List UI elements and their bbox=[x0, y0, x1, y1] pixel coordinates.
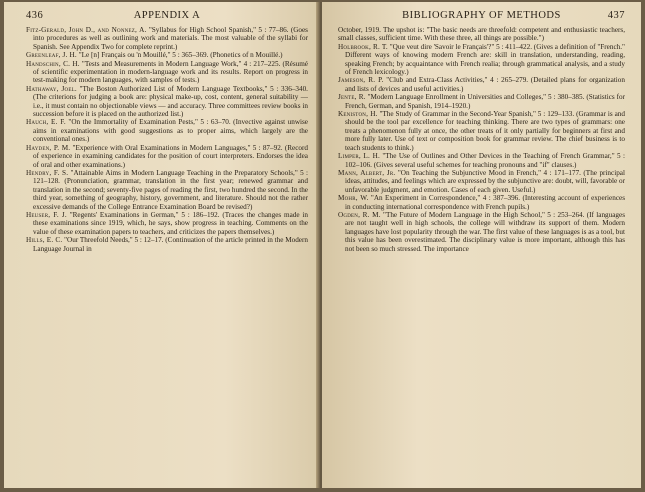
left-bibliography-list bbox=[26, 26, 308, 253]
bib-entry: Jente, R. "Modern Language Enrollment in Universities and Colleges," 5 : 380–385. (Statistics for French, German, and Spanish, 1914–1920.) bbox=[338, 93, 625, 110]
left-header-title: APPENDIX A bbox=[133, 10, 201, 21]
bib-entry: Hendry, F. S. "Attainable Aims in Modern Language Teaching in the Preparatory Schools," 5 : 121–128. (Pronunciation, grammar, translation in the first year; renewed grammar and translation in the second; seventy-five pages of reading the first, two hundred the second. In the third year, something of geography, history, government, and literature. Should not the rather excessive demands of the College Entrance Examination Board be revised?) bbox=[26, 168, 309, 211]
bib-entry: Handschin, C. H. "Tests and Measurements in Modern Language Work," 4 : 217–225. (Résumé of scientific experimentation in modern-language work and its results. Report on progress in test-making for modern languages, with samples of tests.) bbox=[26, 59, 308, 85]
bib-entry: Hills, E. C. "Our Threefold Needs," 5 : 12–17. (Continuation of the article printed in the Modern Language Journal in bbox=[26, 236, 308, 253]
bib-entry: Ogden, R. M. "The Future of Modern Language in the High School," 5 : 253–264. (If languages are not taught well in high schools, the college will withdraw its support of them. Modern languages have lost popularity through the war. The first value of these languages is as a tool, but this value has been overestimated. The disciplinary value is more important, although this has not been so much stressed. The importance bbox=[338, 210, 625, 253]
right-header-title: BIBLIOGRAPHY OF METHODS bbox=[402, 10, 561, 21]
bib-entry: Limper, L. H. "The Use of Outlines and Other Devices in the Teaching of French Grammar," 5 : 102–106. (Gives several useful schemes for teaching pronouns and "if" clauses.) bbox=[338, 152, 625, 169]
bib-entry: Fitz-Gerald, John D., and Nonnez, A. "Syllabus for High School Spanish," 5 : 77–86. (Goes into procedures as well as outlining work and materials. The most valuable of the syllabi for Spanish. See Appendix Two for complete reprint.) bbox=[26, 26, 308, 51]
bib-entry: Jameson, R. P. "Club and Extra-Class Activities," 4 : 265–279. (Detailed plans for organization and lists of devices and useful activities.) bbox=[338, 76, 625, 93]
bib-entry: Hauch, E. F. "On the Immortality of Examination Pests," 5 : 63–70. (Invective against unwise aims in examinations with good suggestions as to proper aims, which largely are the conventional ones.) bbox=[26, 118, 308, 144]
bib-entry: Greenleaf, J. H. "Le [n] Français ou 'n Mouillé," 5 : 365–369. (Phonetics of n Mouillé.) bbox=[26, 51, 283, 60]
bib-entry: Keniston, H. "The Study of Grammar in the Second-Year Spanish," 5 : 129–133. (Grammar is and should be the tool par excellence for teaching thinking. There are two types of grammars: one treats a phenomenon fully at once, the other treats of it only partially for beginners at first and more fully later. Use of text or composition book for grammar review. The chief business is to teach students to think.) bbox=[338, 110, 625, 152]
bib-entry: Hathaway, Joel. "The Boston Authorized List of Modern Language Textbooks," 5 : 336–340. (The criterions for judging a book are: physical make-up, cost, content, general suitability — i.e., it must contain no objectionable views — and accuracy. Three committees review books in succession before it is placed on the authorized list.) bbox=[26, 84, 308, 119]
bib-entry: Holbrook, R. T. "Que veut dire 'Savoir le Français'?" 5 : 411–422. (Gives a definition of "French." Different ways of knowing modern French are: skill in translation, understanding, reading, speaking French; by acquaintance with French realia; through grammatical analysis, and a study of French lexicology.) bbox=[338, 42, 625, 77]
bib-entry: Hayden, P. M. "Experience with Oral Examinations in Modern Languages," 5 : 87–92. (Record of experience in examining candidates for the position of court interpreters. Endorses the idea of oral and other examinations.) bbox=[26, 143, 308, 169]
bib-entry-continued: October, 1919. The upshot is: "The basic needs are threefold: competent and enthusiastic teachers, small classes, sufficient time. With these three, all things are possible.") bbox=[338, 26, 625, 43]
bib-entry: Mohr, W. "An Experiment in Correspondence," 4 : 387–396. (Interesting account of experiences in conducting international correspondence with French pupils.) bbox=[338, 194, 625, 211]
right-page bbox=[322, 2, 641, 488]
left-page bbox=[4, 2, 320, 488]
bib-entry: Heuser, F. J. "Regents' Examinations in German," 5 : 186–192. (Traces the changes made in these examinations since 1919, which, he says, show progress in teaching. Comments on the value of these examination papers to teachers, and criticizes the papers themselves.) bbox=[26, 210, 308, 236]
right-bibliography-list bbox=[338, 26, 625, 253]
left-page-number: 436 bbox=[26, 10, 44, 21]
bib-entry: Mann, Albert, Jr. "On Teaching the Subjunctive Mood in French," 4 : 171–177. (The principal ideas, attitudes, and feelings which are expressed by the subjunctive are: doubt, will, favorable or unfavorable judgment, and emotion. Cases of each given. Useful.) bbox=[338, 168, 625, 194]
right-page-number: 437 bbox=[607, 10, 625, 21]
